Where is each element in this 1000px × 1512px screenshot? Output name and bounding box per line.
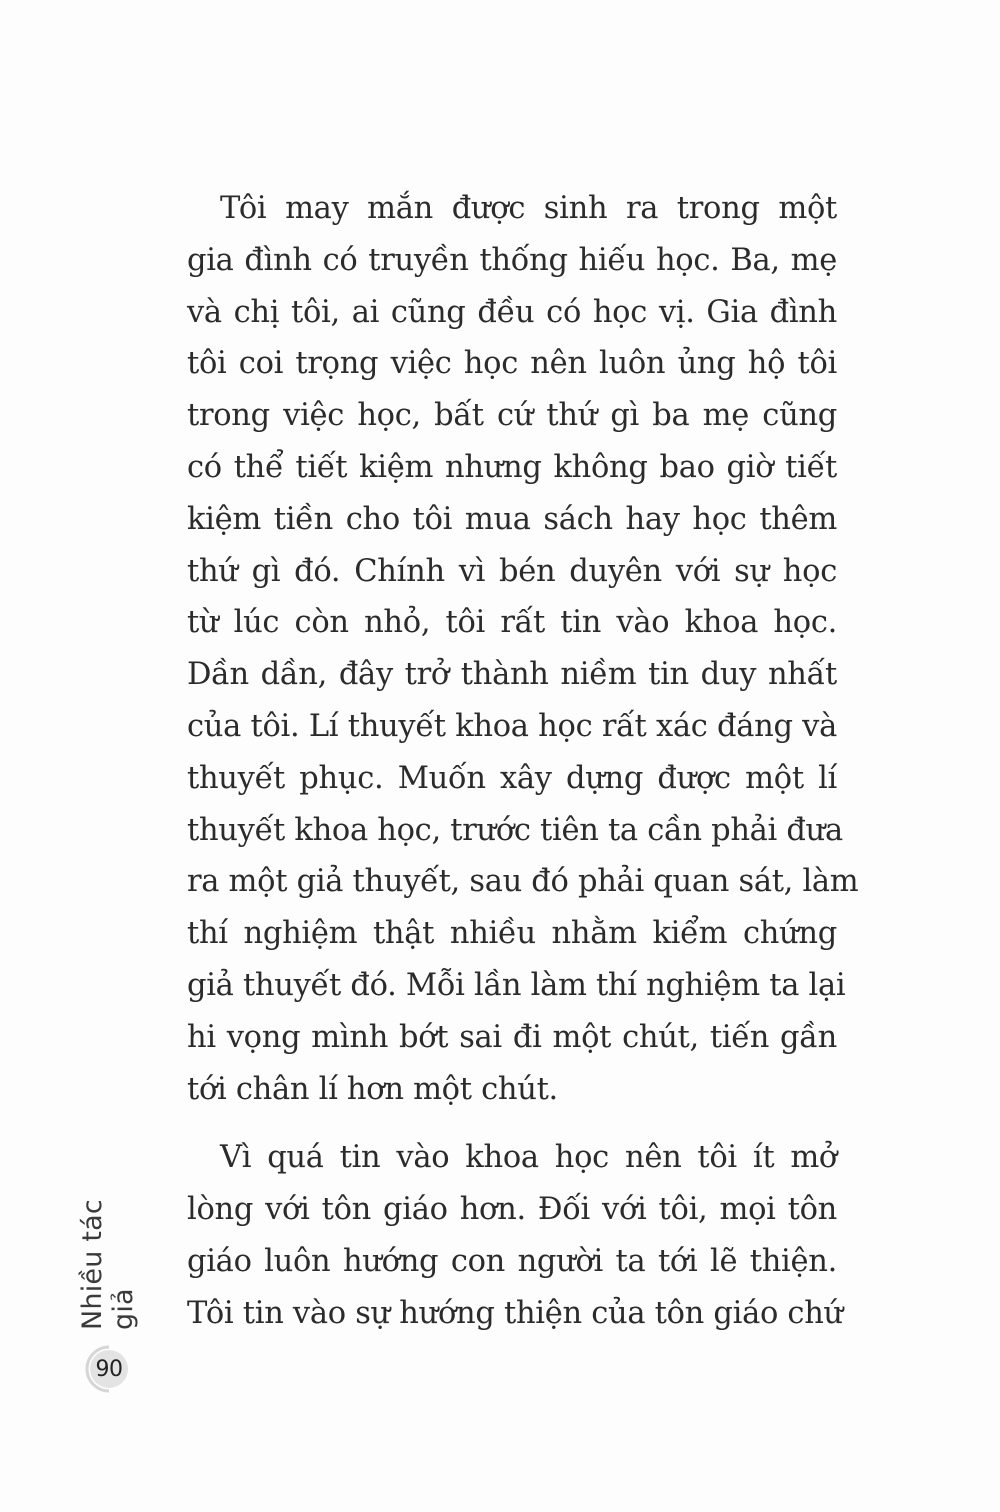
text-line: từ lúc còn nhỏ, tôi rất tin vào khoa học. bbox=[187, 605, 837, 641]
text-line: có thể tiết kiệm nhưng không bao giờ tiết bbox=[187, 449, 837, 485]
text-line: kiệm tiền cho tôi mua sách hay học thêm bbox=[187, 501, 837, 537]
text-line: của tôi. Lí thuyết khoa học rất xác đáng và bbox=[187, 708, 837, 744]
text-line: hi vọng mình bớt sai đi một chút, tiến gần bbox=[187, 1019, 837, 1055]
text-line: trong việc học, bất cứ thứ gì ba mẹ cũng bbox=[187, 398, 837, 434]
text-line: giả thuyết đó. Mỗi lần làm thí nghiệm ta lại bbox=[187, 967, 846, 1003]
page-number: 90 bbox=[90, 1350, 128, 1388]
text-line: Tôi may mắn được sinh ra trong một bbox=[220, 191, 837, 226]
text-line: thí nghiệm thật nhiều nhằm kiểm chứng bbox=[187, 916, 837, 952]
text-line: thứ gì đó. Chính vì bén duyên với sự học bbox=[187, 553, 837, 589]
paragraph-spacer bbox=[187, 1115, 837, 1132]
text-line: Dần dần, đây trở thành niềm tin duy nhất bbox=[187, 657, 837, 693]
text-line: và chị tôi, ai cũng đều có học vị. Gia đình bbox=[187, 294, 837, 330]
paragraph-2 bbox=[187, 1132, 843, 1339]
page-number-badge bbox=[84, 1344, 134, 1394]
text-line: gia đình có truyền thống hiếu học. Ba, mẹ bbox=[187, 242, 837, 278]
text-line: Tôi tin vào sự hướng thiện của tôn giáo chứ bbox=[187, 1295, 843, 1331]
body-text bbox=[187, 183, 859, 1340]
text-line: ra một giả thuyết, sau đó phải quan sát, làm bbox=[187, 864, 859, 900]
text-line: thuyết phục. Muốn xây dựng được một lí bbox=[187, 760, 837, 796]
text-line: thuyết khoa học, trước tiên ta cần phải đưa bbox=[187, 812, 843, 848]
paragraph-1 bbox=[187, 183, 859, 1115]
text-line: giáo luôn hướng con người ta tới lẽ thiện. bbox=[187, 1243, 837, 1279]
text-line: lòng với tôn giáo hơn. Đối với tôi, mọi tôn bbox=[187, 1192, 837, 1228]
text-line: Vì quá tin vào khoa học nên tôi ít mở bbox=[220, 1140, 837, 1176]
running-author-label: Nhiều tác giả bbox=[77, 1199, 139, 1330]
text-line: tôi coi trọng việc học nên luôn ủng hộ tôi bbox=[187, 346, 837, 382]
text-line: tới chân lí hơn một chút. bbox=[187, 1071, 558, 1107]
